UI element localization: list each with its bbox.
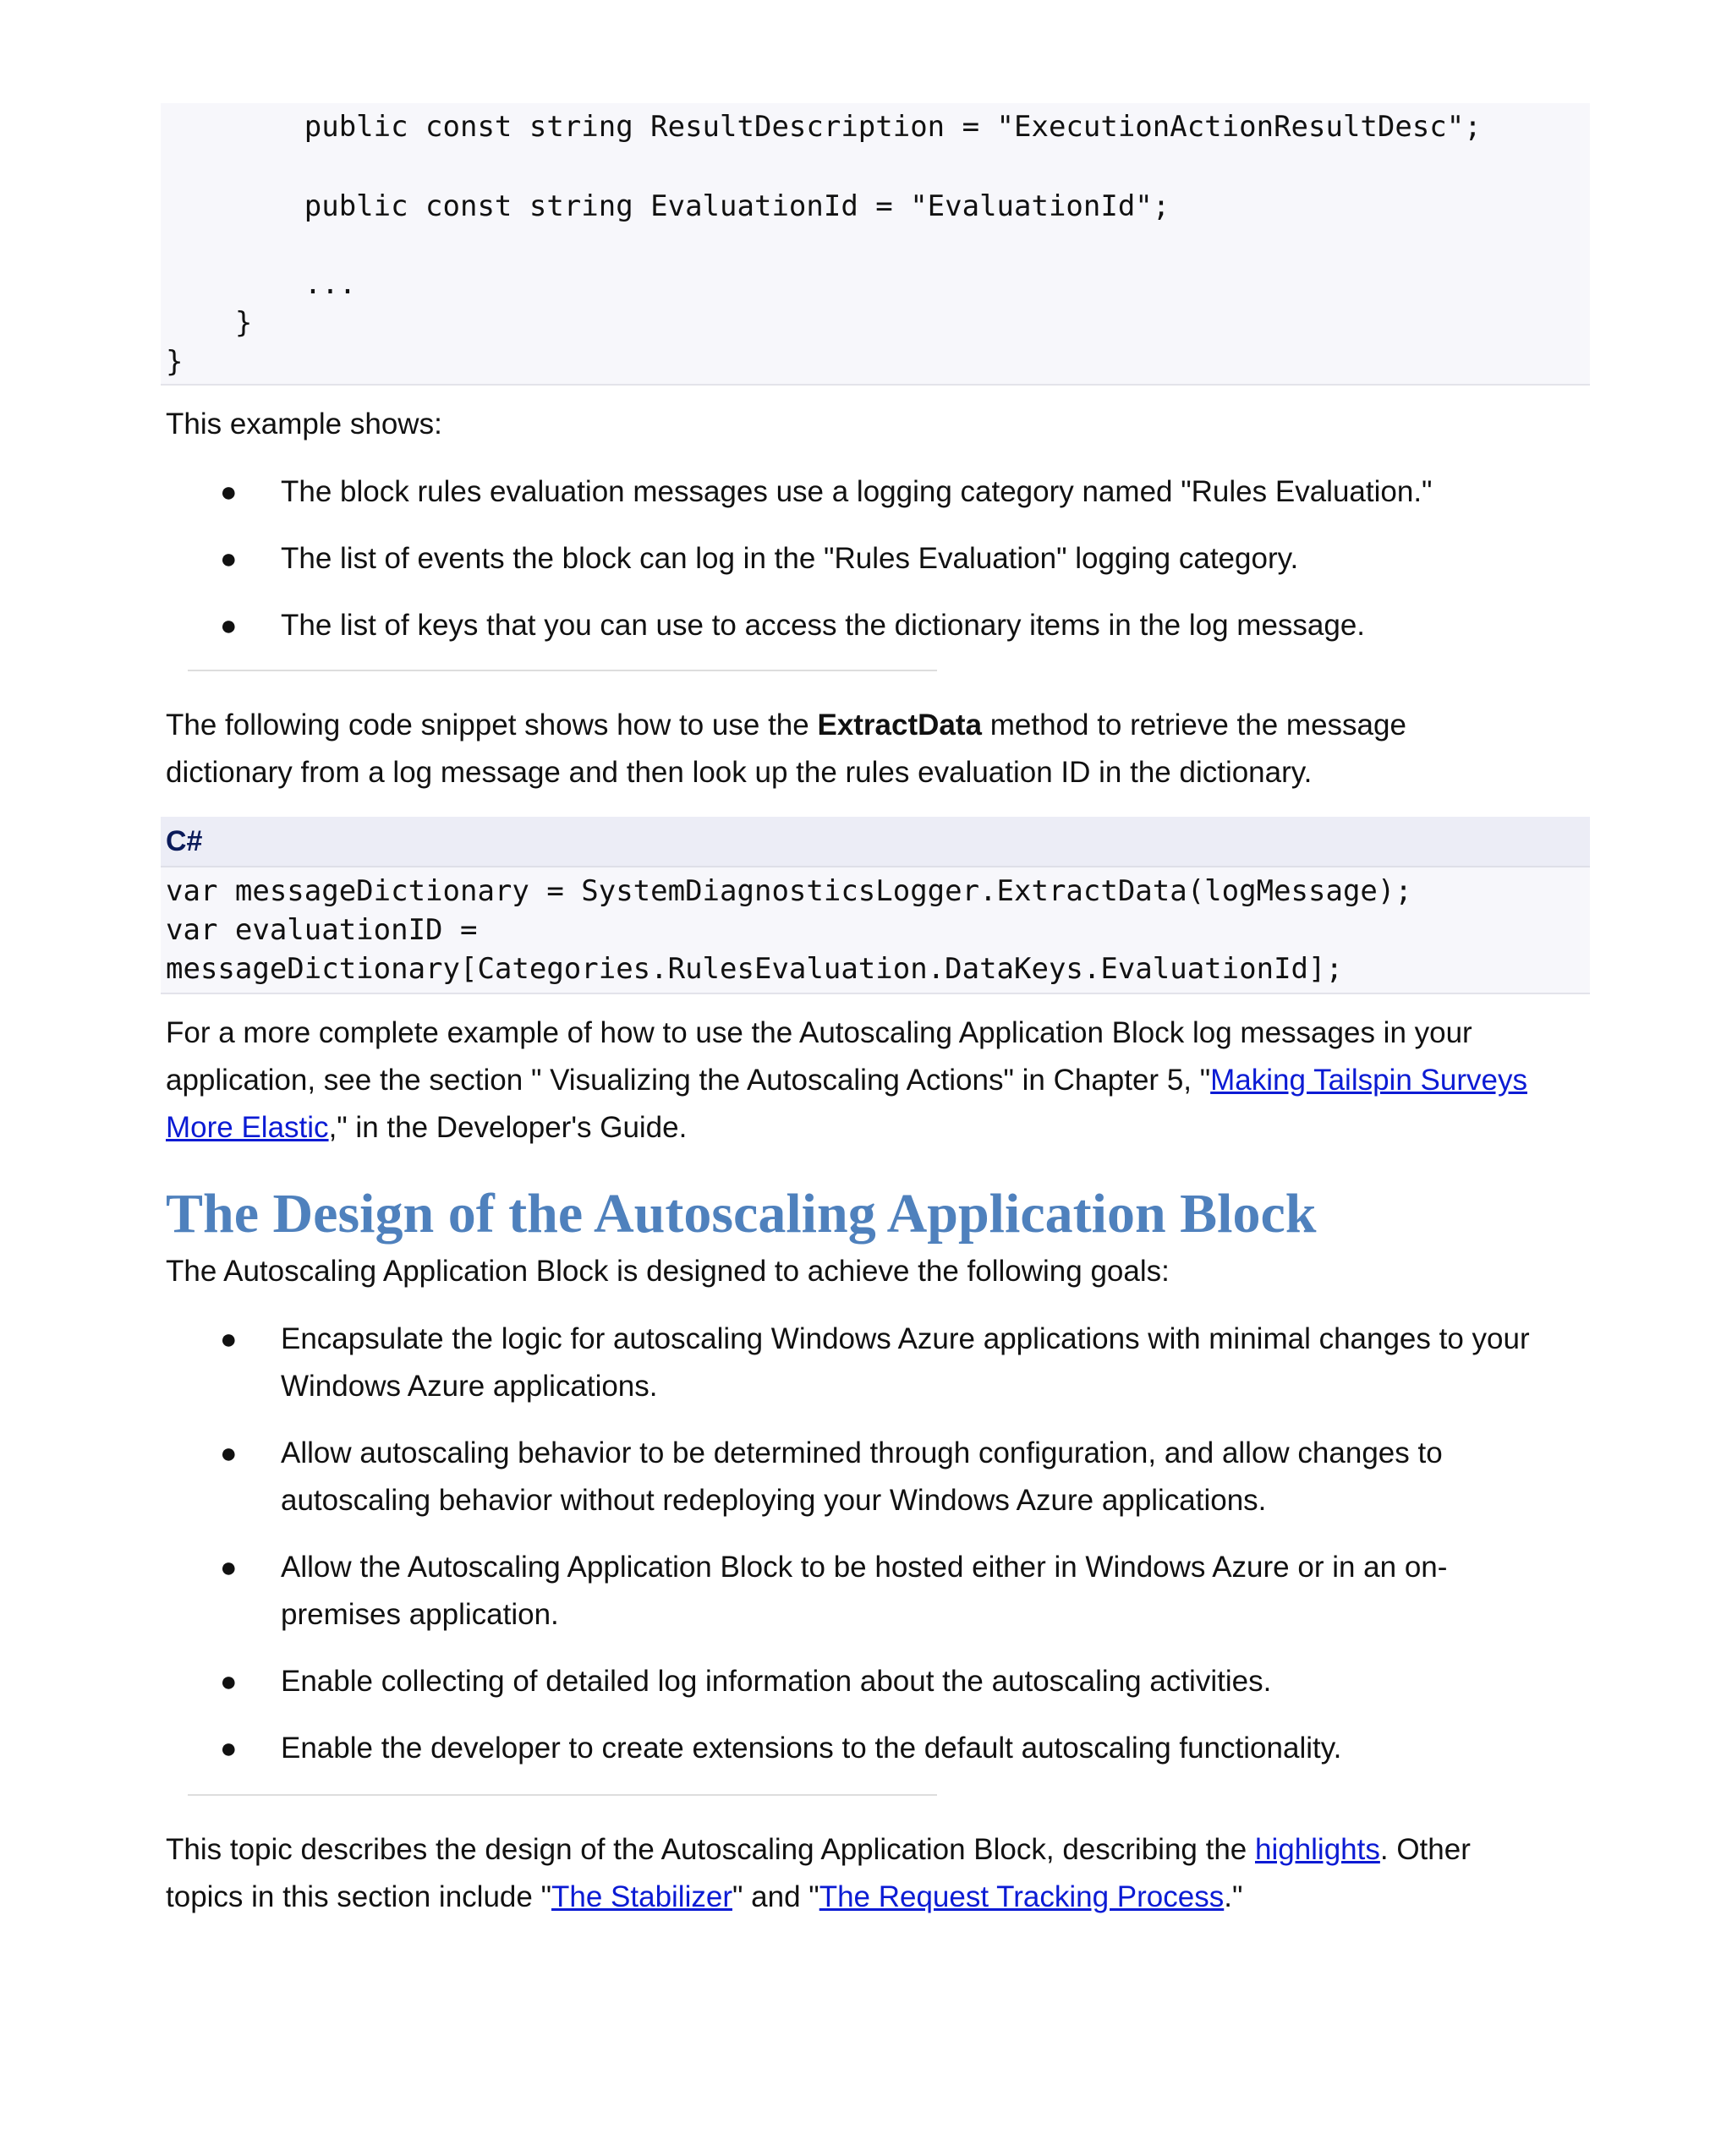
bullet-icon: ● — [220, 476, 238, 508]
list-item-text: The list of keys that you can use to access the dictionary items in the log message. — [281, 609, 1366, 642]
link-request-tracking-process[interactable]: The Request Tracking Process — [819, 1880, 1225, 1913]
link-highlights[interactable]: highlights — [1254, 1833, 1380, 1866]
paragraph-text: . Other — [1379, 1833, 1471, 1866]
list-item-text: Enable the developer to create extensions to the default autoscaling functionality. — [281, 1732, 1342, 1765]
list-item-text — [281, 1544, 1598, 1639]
code-line: } — [166, 306, 253, 340]
bullet-icon: ● — [220, 1732, 238, 1765]
code-line: messageDictionary[Categories.RulesEvaluation.DataKeys.EvaluationId]; — [166, 952, 1343, 986]
bullet-icon: ● — [220, 1551, 238, 1584]
code-block-csharp — [161, 867, 1590, 994]
snippet-text: dictionary from a log message and then look up the rules evaluation ID in the dictionary. — [166, 756, 1313, 789]
code-language-header — [161, 817, 1590, 867]
list-item-text — [281, 1316, 1598, 1410]
paragraph-text: ," in the Developer's Guide. — [328, 1111, 688, 1144]
link-more-elastic[interactable]: More Elastic — [166, 1111, 329, 1144]
list-item — [220, 1316, 1598, 1410]
paragraph-text: " and " — [732, 1880, 819, 1913]
bullet-icon: ● — [220, 543, 238, 575]
list-item-line: Allow autoscaling behavior to be determined through configuration, and allow changes to — [281, 1436, 1443, 1469]
code-line: ... — [166, 267, 357, 301]
list-item-text: The list of events the block can log in the "Rules Evaluation" logging category. — [281, 542, 1299, 575]
list-item — [220, 1544, 1598, 1639]
code-block-constants — [161, 103, 1590, 386]
snippet-paragraph — [166, 702, 1595, 796]
bullet-icon: ● — [220, 1323, 238, 1355]
snippet-text: The following code snippet shows how to use the — [166, 709, 818, 741]
code-line: var evaluationID = — [166, 913, 478, 947]
design-intro: The Autoscaling Application Block is designed to achieve the following goals: — [166, 1255, 1170, 1288]
code-line: public const string EvaluationId = "EvaluationId"; — [166, 189, 1170, 223]
complete-example-paragraph — [166, 1010, 1595, 1152]
bullet-icon: ● — [220, 610, 238, 642]
snippet-text: method to retrieve the message — [982, 709, 1406, 741]
section-heading: The Design of the Autoscaling Application Block — [166, 1183, 1317, 1245]
list-item-text: The block rules evaluation messages use a logging category named "Rules Evaluation." — [281, 475, 1433, 508]
divider — [188, 1794, 937, 1796]
paragraph-text: application, see the section " Visualizing the Autoscaling Actions" in Chapter 5, " — [166, 1064, 1211, 1097]
link-the-stabilizer[interactable]: The Stabilizer — [551, 1880, 732, 1913]
list-item-line: Windows Azure applications. — [281, 1370, 658, 1403]
code-language-label: C# — [166, 825, 203, 857]
paragraph-text: This topic describes the design of the Autoscaling Application Block, describing the — [166, 1833, 1255, 1866]
list-item-text: Enable collecting of detailed log information about the autoscaling activities. — [281, 1665, 1272, 1698]
topic-paragraph — [166, 1826, 1595, 1921]
paragraph-text: For a more complete example of how to use the Autoscaling Application Block log messages in your — [166, 1016, 1472, 1049]
bullet-icon: ● — [220, 1666, 238, 1698]
code-line: public const string ResultDescription = "ExecutionActionResultDesc"; — [166, 110, 1482, 144]
code-line: } — [166, 345, 184, 379]
bullet-icon: ● — [220, 1437, 238, 1469]
list-item-text — [281, 1430, 1598, 1524]
link-making-tailspin-surveys[interactable]: Making Tailspin Surveys — [1210, 1064, 1527, 1097]
paragraph-text: topics in this section include " — [166, 1880, 551, 1913]
list-item-line: autoscaling behavior without redeploying your Windows Azure applications. — [281, 1484, 1267, 1517]
paragraph-text: ." — [1224, 1880, 1243, 1913]
list-item-line: Allow the Autoscaling Application Block to be hosted either in Windows Azure or in an on- — [281, 1551, 1448, 1584]
list-item-line: premises application. — [281, 1598, 559, 1631]
list-item — [220, 1430, 1598, 1524]
code-line: var messageDictionary = SystemDiagnosticsLogger.ExtractData(logMessage); — [166, 874, 1412, 908]
example-intro: This example shows: — [166, 408, 442, 441]
method-name: ExtractData — [817, 709, 983, 741]
divider — [188, 670, 937, 671]
list-item-line: Encapsulate the logic for autoscaling Windows Azure applications with minimal changes to your — [281, 1322, 1530, 1355]
